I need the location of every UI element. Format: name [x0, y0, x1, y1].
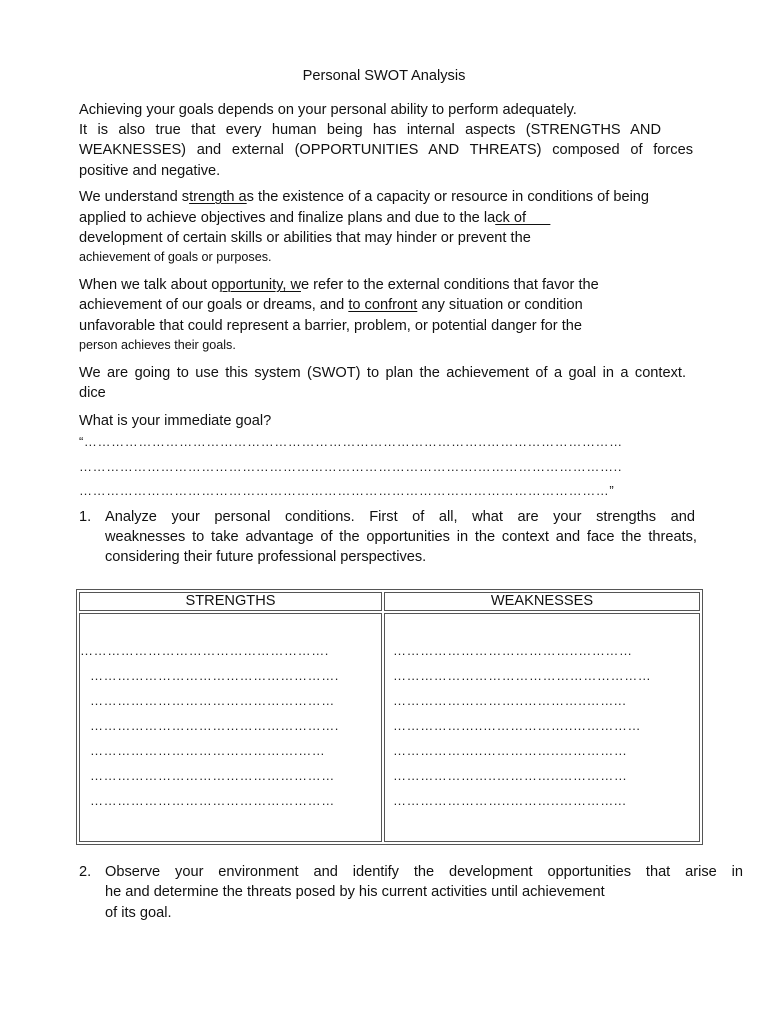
opportunity-line: When we talk about opportunity, we refer to the external conditions that favor the	[79, 277, 599, 293]
swot-table	[76, 589, 703, 845]
opportunity-line: achievement of our goals or dreams, and to confront any situation or condition	[79, 297, 583, 313]
weakness-entry-line[interactable]: ………………..………………..……………	[393, 718, 642, 733]
intro-line: positive and negative.	[79, 163, 221, 179]
goal-question: What is your immediate goal?	[79, 413, 272, 429]
item-line: weaknesses to take advantage of the opportunities in the context and face the threats,	[105, 529, 697, 545]
underlined-word: trength a	[189, 189, 247, 205]
strength-entry-line[interactable]: ………………………………………………	[90, 693, 335, 708]
strength-entry-line[interactable]: ……………………………………………….	[90, 718, 340, 733]
swot-line: We are going to use this system (SWOT) to plan the achievement of a goal in a context.	[79, 365, 686, 381]
strengths-header: STRENGTHS	[79, 592, 382, 611]
strength-line: development of certain skills or abilities that may hinder or prevent the	[79, 230, 531, 246]
underlined-word: pportunity, w	[219, 277, 301, 293]
strength-line: We understand strength as the existence of a capacity or resource in conditions of being	[79, 189, 650, 205]
opportunity-line: person achieves their goals.	[79, 338, 236, 352]
strength-entry-line[interactable]: ……………………………………………….	[80, 643, 330, 658]
strength-line: applied to achieve objectives and finalize plans and due to the lack of	[79, 210, 551, 226]
strength-entry-line[interactable]: ………………………………………………	[90, 768, 335, 783]
page-title: Personal SWOT Analysis	[302, 68, 466, 84]
weakness-entry-line[interactable]: ………………..……………..……………	[393, 743, 628, 758]
item-number: 2.	[79, 864, 92, 880]
strength-entry-line[interactable]: ……………………………………………….	[90, 668, 340, 683]
strength-entry-line[interactable]: ………………………………………………	[90, 793, 335, 808]
item-line: he and determine the threats posed by his current activities until achievement	[105, 884, 605, 900]
underlined-word: ck of	[495, 210, 551, 226]
weakness-entry-line[interactable]: …………………………………………………	[393, 668, 652, 683]
goal-answer-line[interactable]: “……………………………………………………………………………..…………………………	[79, 434, 623, 449]
weaknesses-cell[interactable]	[384, 613, 700, 842]
item-number: 1.	[79, 509, 92, 525]
item-line: Observe your environment and identify the development opportunities that arise in	[105, 864, 743, 880]
weaknesses-header: WEAKNESSES	[384, 592, 700, 611]
weakness-entry-line[interactable]: …………………………………..…………	[393, 643, 633, 658]
swot-line: dice	[79, 385, 106, 401]
strength-entry-line[interactable]: ……………………………………….……	[90, 743, 326, 758]
item-line: considering their future professional perspectives.	[105, 549, 427, 565]
weakness-entry-line[interactable]: ……………………..………..…………...	[393, 793, 627, 808]
intro-line: Achieving your goals depends on your personal ability to perform adequately.	[79, 102, 577, 118]
item-line: Analyze your personal conditions. First of all, what are your strengths and	[105, 509, 695, 525]
opportunity-line: unfavorable that could represent a barrier, problem, or potential danger for the	[79, 318, 582, 334]
intro-line: It is also true that every human being has internal aspects (STRENGTHS AND	[79, 122, 661, 138]
item-line: of its goal.	[105, 905, 172, 921]
goal-answer-line[interactable]: …………………………………………………………………………….…………………………..	[79, 459, 623, 474]
goal-answer-line[interactable]: ………………………………………………………………………………………………………”	[79, 483, 615, 498]
weakness-entry-line[interactable]: …………………..…………..……………	[393, 768, 628, 783]
intro-line: WEAKNESSES) and external (OPPORTUNITIES AND THREATS) composed of forces	[79, 142, 693, 158]
underlined-word: to confront	[348, 297, 418, 313]
strength-line: achievement of goals or purposes.	[79, 250, 272, 264]
weakness-entry-line[interactable]: ………………………..…………..……...	[393, 693, 627, 708]
strengths-cell[interactable]	[79, 613, 382, 842]
